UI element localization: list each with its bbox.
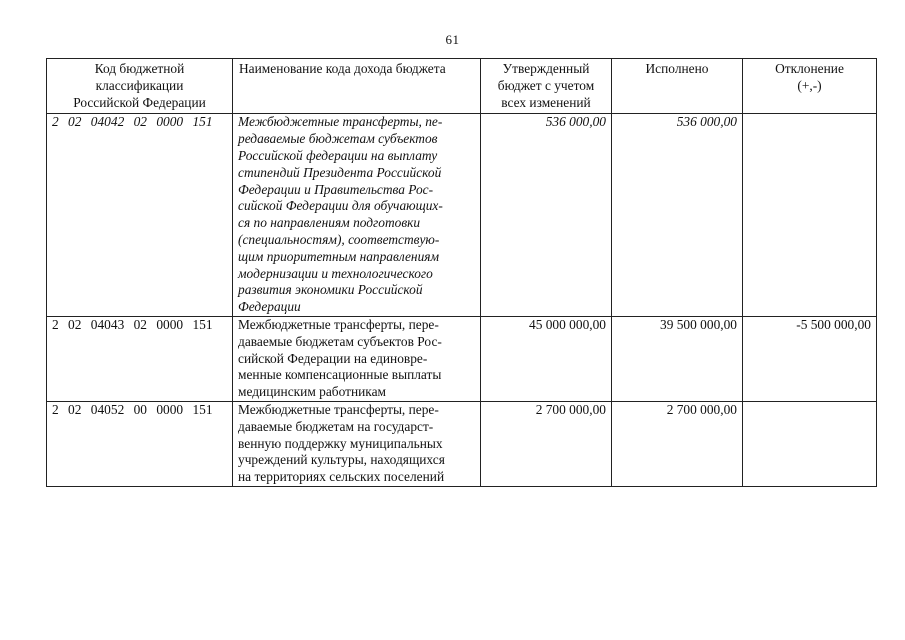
revenue-name-line: сийской Федерации на единовре- — [238, 350, 428, 366]
budget-revenue-table — [46, 58, 877, 487]
revenue-name-cell — [233, 316, 481, 401]
header-executed: Исполнено — [612, 59, 743, 114]
deviation-amount-cell: -5 500 000,00 — [743, 316, 877, 401]
table-row — [47, 401, 877, 486]
revenue-name-line: венную поддержку муниципальных — [238, 435, 443, 451]
table-row — [47, 114, 877, 317]
header-deviation-line: (+,-) — [797, 77, 822, 93]
revenue-name-line: модернизации и технологического — [238, 265, 433, 281]
header-approved-line: всех изменений — [501, 94, 591, 110]
header-budget-code-line: Российской Федерации — [73, 94, 206, 110]
executed-amount-cell: 536 000,00 — [612, 114, 743, 317]
header-deviation-line: Отклонение — [775, 61, 844, 76]
budget-code-cell: 2 02 04043 02 0000 151 — [47, 316, 233, 401]
table-header-row — [47, 59, 877, 114]
revenue-name-line: Российской федерации на выплату — [238, 147, 438, 163]
revenue-name-line: стипендий Президента Российской — [238, 164, 442, 180]
revenue-name-line: редаваемые бюджетам субъектов — [238, 131, 438, 147]
revenue-name-line: развития экономики Российской — [238, 282, 423, 298]
header-budget-code-line: Код бюджетной — [94, 61, 185, 76]
revenue-name-line: сийской Федерации для обучающих- — [238, 198, 443, 214]
approved-amount-cell: 2 700 000,00 — [481, 401, 612, 486]
header-revenue-name: Наименование кода дохода бюджета — [233, 59, 481, 114]
revenue-name-line: Федерации и Правительства Рос- — [238, 181, 434, 197]
table-row — [47, 316, 877, 401]
header-approved-budget — [481, 59, 612, 114]
revenue-name-line: медицинским работникам — [238, 384, 387, 400]
revenue-name-line: ся по направлениям подготовки — [238, 215, 421, 231]
deviation-amount-cell — [743, 401, 877, 486]
revenue-name-cell — [233, 114, 481, 317]
revenue-name-line: (специальностям), соответствую- — [238, 231, 440, 247]
revenue-name-line: менные компенсационные выплаты — [238, 367, 442, 383]
revenue-name-line: даваемые бюджетам субъектов Рос- — [238, 333, 442, 349]
approved-amount-cell: 45 000 000,00 — [481, 316, 612, 401]
revenue-name-line: на территориях сельских поселений — [238, 469, 445, 485]
header-budget-code-line: классификации — [95, 77, 184, 93]
revenue-name-line: Межбюджетные трансферты, пере- — [238, 316, 439, 332]
executed-amount-cell: 39 500 000,00 — [612, 316, 743, 401]
revenue-name-line: Федерации — [238, 299, 301, 315]
page-number: 61 — [445, 32, 460, 47]
revenue-name-line: Межбюджетные трансферты, пе- — [238, 114, 443, 130]
header-budget-code — [47, 59, 233, 114]
revenue-name-line: щим приоритетным направлениям — [238, 248, 440, 264]
revenue-name-cell — [233, 401, 481, 486]
header-approved-line: бюджет с учетом — [497, 77, 595, 93]
header-approved-line: Утвержденный — [502, 61, 590, 76]
executed-amount-cell: 2 700 000,00 — [612, 401, 743, 486]
revenue-name-line: Межбюджетные трансферты, пере- — [238, 401, 439, 417]
budget-code-cell: 2 02 04052 00 0000 151 — [47, 401, 233, 486]
header-deviation — [743, 59, 877, 114]
revenue-name-line: учреждений культуры, находящихся — [238, 452, 445, 468]
revenue-name-line: даваемые бюджетам на государст- — [238, 418, 434, 434]
deviation-amount-cell — [743, 114, 877, 317]
approved-amount-cell: 536 000,00 — [481, 114, 612, 317]
budget-code-cell: 2 02 04042 02 0000 151 — [47, 114, 233, 317]
